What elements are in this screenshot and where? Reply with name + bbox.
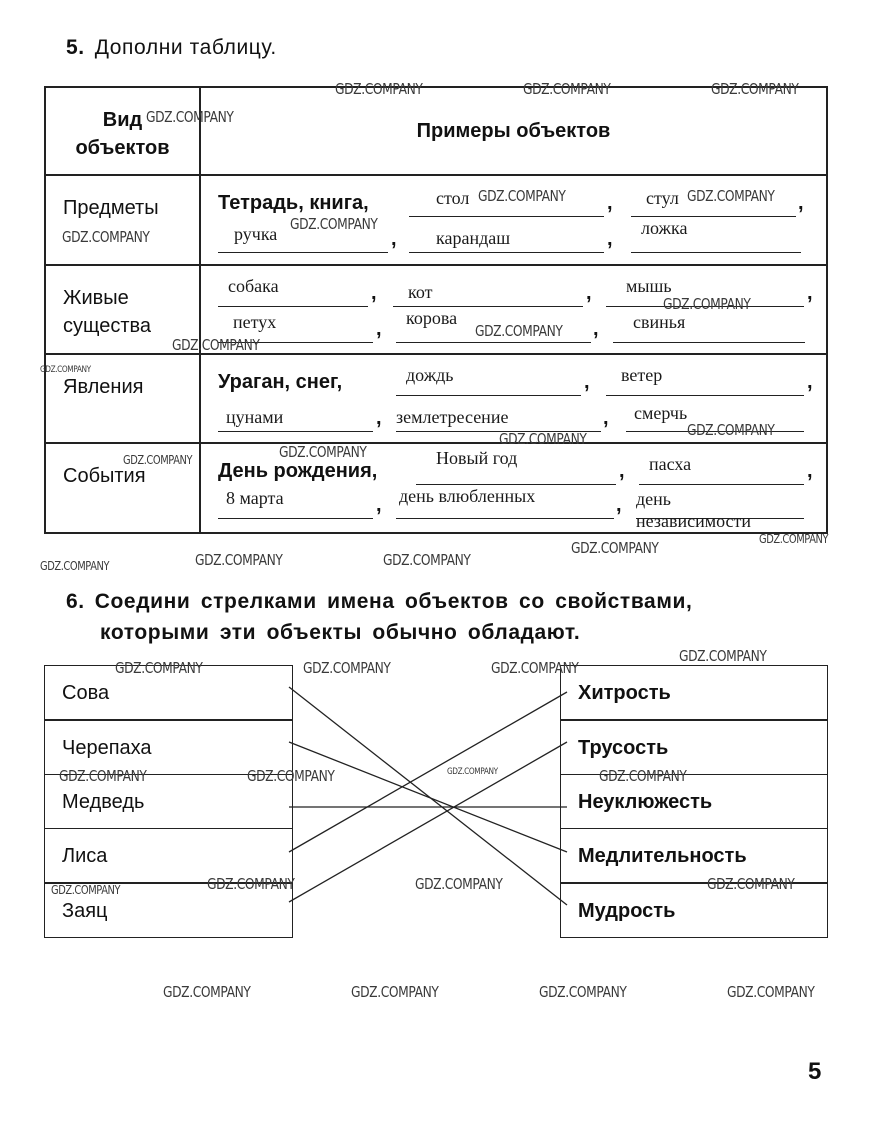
watermark: GDZ.COMPANY bbox=[290, 215, 378, 233]
answer-text: Новый год bbox=[436, 448, 518, 468]
watermark: GDZ.COMPANY bbox=[727, 983, 815, 1001]
property-box-wisdom[interactable]: Мудрость bbox=[560, 883, 828, 938]
watermark: GDZ.COMPANY bbox=[475, 322, 563, 340]
watermark: GDZ.COMPANY bbox=[523, 80, 611, 98]
answer-text: дождь bbox=[406, 365, 454, 385]
object-box-bear[interactable]: Медведь bbox=[44, 774, 293, 829]
watermark: GDZ.COMPANY bbox=[51, 883, 121, 897]
watermark: GDZ.COMPANY bbox=[335, 80, 423, 98]
watermark: GDZ.COMPANY bbox=[247, 767, 335, 785]
watermark: GDZ.COMPANY bbox=[711, 80, 799, 98]
watermark: GDZ.COMPANY bbox=[351, 983, 439, 1001]
printed-examples: Тетрадь, книга, bbox=[218, 192, 369, 214]
task6-instruction-line2: которыми эти объекты обычно обладают. bbox=[100, 621, 581, 644]
printed-examples: Ураган, снег, bbox=[218, 371, 343, 393]
property-box-clumsiness[interactable]: Неуклюжесть bbox=[560, 774, 828, 829]
watermark: GDZ.COMPANY bbox=[303, 659, 391, 677]
property-box-cowardice[interactable]: Трусость bbox=[560, 720, 828, 775]
task6-number: 6. bbox=[66, 590, 85, 613]
category-events: События bbox=[63, 465, 146, 487]
answer-text: ложка bbox=[641, 218, 688, 238]
answer-text: стол bbox=[436, 188, 470, 208]
answer-text: собака bbox=[228, 276, 279, 296]
answer-text: день влюбленных bbox=[399, 486, 536, 506]
watermark: GDZ.COMPANY bbox=[447, 767, 498, 777]
watermark: GDZ.COMPANY bbox=[687, 421, 775, 439]
object-box-fox[interactable]: Лиса bbox=[44, 828, 293, 883]
answer-text: стул bbox=[646, 188, 679, 208]
watermark: GDZ.COMPANY bbox=[279, 443, 367, 461]
category-living-line1: Живые bbox=[63, 287, 129, 309]
answer-text: петух bbox=[233, 312, 277, 332]
category-objects: Предметы bbox=[63, 197, 159, 219]
answer-text: свинья bbox=[633, 312, 686, 332]
watermark: GDZ.COMPANY bbox=[383, 551, 471, 569]
watermark: GDZ.COMPANY bbox=[679, 647, 767, 665]
answer-text: цунами bbox=[226, 407, 284, 427]
header-examples: Примеры объектов bbox=[416, 120, 611, 142]
watermark: GDZ.COMPANY bbox=[663, 295, 751, 313]
watermark: GDZ.COMPANY bbox=[499, 430, 587, 448]
task5-instruction: Дополни таблицу. bbox=[94, 36, 277, 59]
answer-text: корова bbox=[406, 308, 458, 328]
watermark: GDZ.COMPANY bbox=[40, 559, 110, 573]
watermark: GDZ.COMPANY bbox=[207, 875, 295, 893]
row-examples-cell: Ураган, снег, дождь , ветер , цунами , землетресение , смерчь bbox=[200, 354, 827, 443]
watermark: GDZ.COMPANY bbox=[707, 875, 795, 893]
watermark: GDZ.COMPANY bbox=[115, 659, 203, 677]
watermark: GDZ.COMPANY bbox=[539, 983, 627, 1001]
answer-text: ветер bbox=[621, 365, 663, 385]
row-examples-cell: День рождения, Новый год , пасха , 8 марта , день влюбленных , день независимости bbox=[200, 443, 827, 533]
watermark: GDZ.COMPANY bbox=[59, 767, 147, 785]
property-box-cunning[interactable]: Хитрость bbox=[560, 665, 828, 720]
row-examples-cell: Тетрадь, книга, стол , стул , ручка , карандаш , ложка bbox=[200, 175, 827, 265]
watermark: GDZ.COMPANY bbox=[40, 365, 91, 375]
row-examples-cell: собака , кот , мышь , петух , корова , свинья bbox=[200, 265, 827, 354]
header-type-line1: Вид bbox=[102, 109, 143, 131]
answer-text: мышь bbox=[626, 276, 672, 296]
answer-text: смерчь bbox=[634, 403, 688, 423]
watermark: GDZ.COMPANY bbox=[687, 187, 775, 205]
task6-instruction-line1: Соедини стрелками имена объектов со свойствами, bbox=[94, 590, 693, 613]
watermark: GDZ.COMPANY bbox=[478, 187, 566, 205]
answer-text: кот bbox=[408, 282, 433, 302]
watermark: GDZ.COMPANY bbox=[123, 453, 193, 467]
category-phenomena: Явления bbox=[63, 376, 144, 398]
watermark: GDZ.COMPANY bbox=[599, 767, 687, 785]
answer-text: карандаш bbox=[436, 228, 511, 248]
answer-text: пасха bbox=[649, 454, 692, 474]
category-living-line2: существа bbox=[63, 315, 152, 337]
page-number: 5 bbox=[808, 1058, 822, 1085]
watermark: GDZ.COMPANY bbox=[163, 983, 251, 1001]
watermark: GDZ.COMPANY bbox=[759, 532, 829, 546]
watermark: GDZ.COMPANY bbox=[491, 659, 579, 677]
object-box-turtle[interactable]: Черепаха bbox=[44, 720, 293, 775]
watermark: GDZ.COMPANY bbox=[172, 336, 260, 354]
watermark: GDZ.COMPANY bbox=[62, 228, 150, 246]
header-type-line2: объектов bbox=[75, 137, 170, 159]
answer-text: 8 марта bbox=[226, 488, 284, 508]
connection-line bbox=[289, 687, 567, 905]
watermark: GDZ.COMPANY bbox=[146, 108, 234, 126]
object-box-hare[interactable]: Заяц bbox=[44, 883, 293, 938]
answer-text: день независимости bbox=[636, 489, 752, 531]
task5-number: 5. bbox=[66, 36, 85, 59]
printed-examples: День рождения, bbox=[218, 460, 378, 482]
object-box-owl[interactable]: Сова bbox=[44, 665, 293, 720]
answer-text: землетресение bbox=[396, 407, 509, 427]
answer-text: ручка bbox=[234, 224, 278, 244]
connection-line bbox=[289, 742, 567, 852]
property-box-slowness[interactable]: Медлительность bbox=[560, 828, 828, 883]
watermark: GDZ.COMPANY bbox=[195, 551, 283, 569]
watermark: GDZ.COMPANY bbox=[415, 875, 503, 893]
watermark: GDZ.COMPANY bbox=[571, 539, 659, 557]
